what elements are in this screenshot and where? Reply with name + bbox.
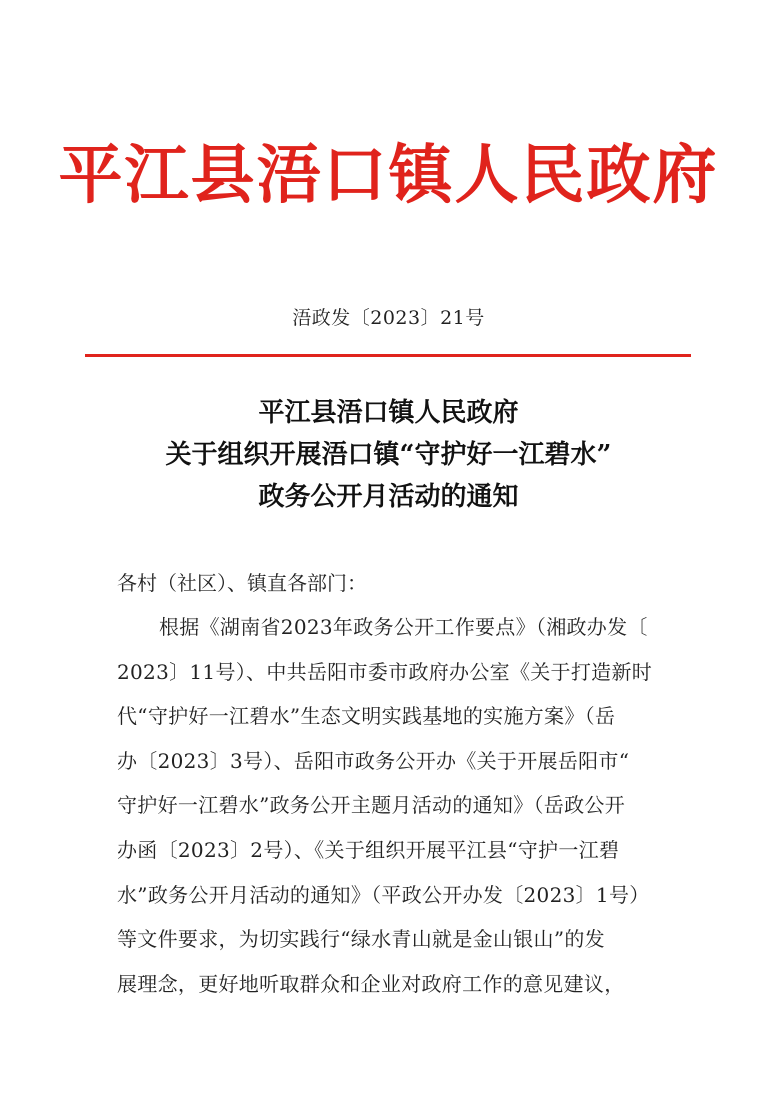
- red-divider-rule: [85, 354, 691, 357]
- body-text: [117, 605, 697, 1006]
- title-line-3: 政务公开月活动的通知: [258, 482, 519, 512]
- title-line-2: 关于组织开展浯口镇“守护好一江碧水”: [165, 440, 612, 470]
- salutation: 各村（社区）、镇直各部门：: [117, 571, 367, 595]
- body-line: 代“守护好一江碧水”生态文明实践基地的实施方案》（岳: [117, 704, 616, 729]
- body-line: 2023〕11号）、中共岳阳市委市政府办公室《关于打造新时: [117, 659, 653, 684]
- body-line: 办〔2023〕3号）、岳阳市政务公开办《关于开展岳阳市“: [117, 748, 630, 773]
- body-line: 守护好一江碧水”政务公开主题月活动的通知》（岳政公开: [117, 793, 626, 818]
- title-line-1: 平江县浯口镇人民政府: [258, 398, 519, 428]
- notice-title: [0, 392, 777, 518]
- body-line: 办函〔2023〕2号）、《关于组织开展平江县“守护一江碧: [117, 837, 620, 862]
- body-line: 等文件要求，为切实践行“绿水青山就是金山银山”的发: [117, 927, 605, 952]
- document-number: 浯政发〔2023〕21号: [292, 307, 485, 329]
- body-line: 根据《湖南省2023年政务公开工作要点》（湘政办发〔: [159, 615, 648, 639]
- body-line: 展理念，更好地听取群众和企业对政府工作的意见建议，: [117, 971, 625, 996]
- body-line: 水”政务公开月活动的通知》（平政公开办发〔2023〕1号）: [117, 882, 650, 907]
- masthead-title: 平江县浯口镇人民政府: [58, 138, 719, 213]
